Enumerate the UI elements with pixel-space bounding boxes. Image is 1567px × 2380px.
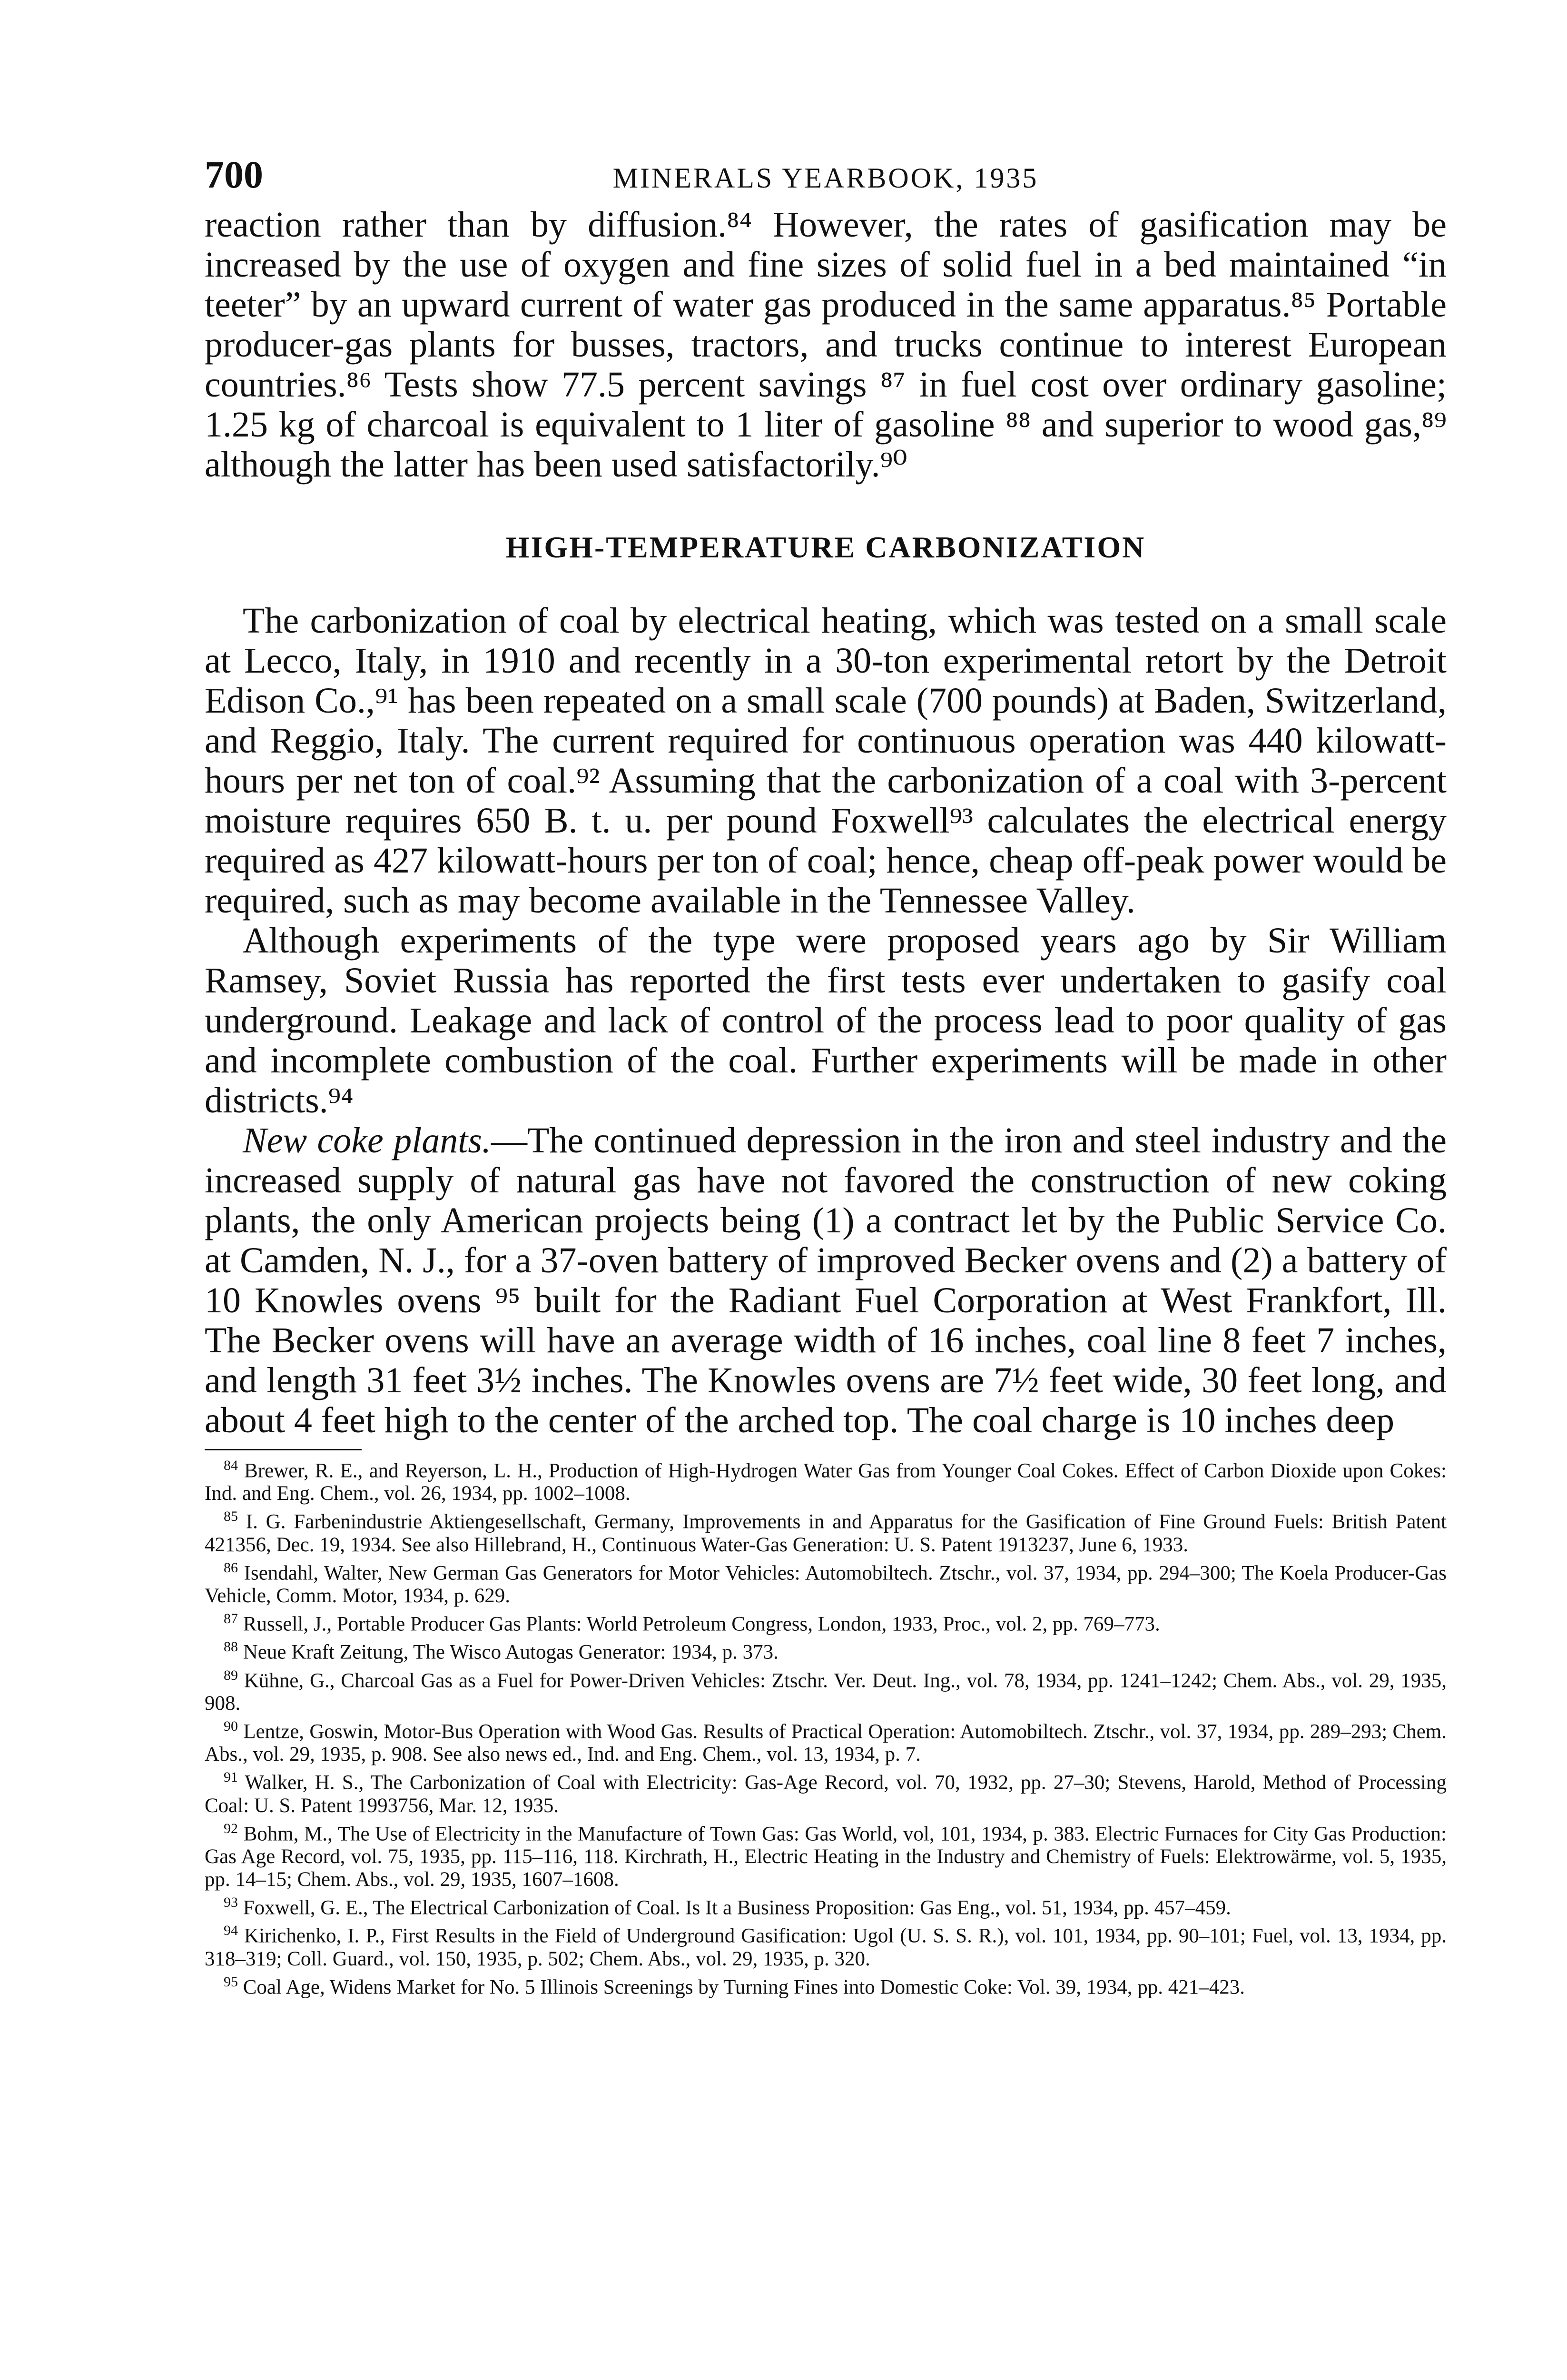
document-page [205,133,1447,1999]
footnote: $^{84}$ Brewer, R. E., and Reyerson, L. H., Production of High-Hydrogen Water Gas from Younger Coal Cokes. Effect of Carbon Dioxide upon Cokes: Ind. and Eng. Chem., vol. 26, 1934, pp. 1002–1008. [205,1458,1447,1505]
footnote: $^{93}$ Foxwell, G. E., The Electrical Carbonization of Coal. Is It a Business Proposition: Gas Eng., vol. 51, 1934, pp. 457–459. [224,1894,1231,1919]
footnote: $^{85}$ I. G. Farbenindustrie Aktiengesellschaft, Germany, Improvements in and Apparatus for the Gasification of Fine Ground Fuels: British Patent 421356, Dec. 19, 1934. See also Hillebrand, H., Continuous Water-Gas Generation: U. S. Patent 1913237, June 6, 1933. [205,1508,1447,1556]
section-heading: HIGH-TEMPERATURE CARBONIZATION [505,530,1146,564]
footnote: $^{94}$ Kirichenko, I. P., First Results in the Field of Underground Gasification: Ugol (U. S. S. R.), vol. 101, 1934, pp. 90–101; Fuel, vol. 13, 1934, pp. 318–319; Coll. Guard., vol. 150, 1935, p. 502; Chem. Abs., vol. 29, 1935, p. 320. [205,1923,1447,1970]
footnote: $^{90}$ Lentze, Goswin, Motor-Bus Operation with Wood Gas. Results of Practical Operation: Automobiltech. Ztschr., vol. 37, 1934, pp. 289–293; Chem. Abs., vol. 29, 1935, p. 908. See also news ed., Ind. and Eng. Chem., vol. 13, 1934, p. 7. [205,1718,1447,1766]
footnote: $^{89}$ Kühne, G., Charcoal Gas as a Fuel for Power-Driven Vehicles: Ztschr. Ver. Deut. Ing., vol. 78, 1934, pp. 1241–1242; Chem. Abs., vol. 29, 1935, 908. [205,1667,1447,1715]
paragraph-electrical-carbonization: The carbonization of coal by electrical heating, which was tested on a small scale at Lecco, Italy, in 1910 and recently in a 30-ton experimental retort by the Detroit Edison Co.,⁹¹ has been repeated on a small scale (700 pounds) at Baden, Switzerland, and Reggio, Italy. The current required for continuous operation was 440 kilowatt-hours per net ton of coal.⁹² Assuming that the carbonization of a coal with 3-percent moisture requires 650 B. t. u. per pound Foxwell⁹³ calculates the electrical energy required as 427 kilowatt-hours per ton of coal; hence, cheap off-peak power would be required, such as may become available in the Tennessee Valley. [205,601,1447,921]
footnote: $^{91}$ Walker, H. S., The Carbonization of Coal with Electricity: Gas-Age Record, vol. 70, 1932, pp. 27–30; Stevens, Harold, Method of Processing Coal: U. S. Patent 1993756, Mar. 12, 1935. [205,1769,1447,1817]
footnote: $^{87}$ Russell, J., Portable Producer Gas Plants: World Petroleum Congress, London, 1933, Proc., vol. 2, pp. 769–773. [224,1610,1160,1636]
paragraph-underground-gasification: Although experiments of the type were proposed years ago by Sir William Ramsey, Soviet Russia has reported the first tests ever undertaken to gasify coal underground. Leakage and lack of control of the process lead to poor quality of gas and incomplete combustion of the coal. Further experiments will be made in other districts.⁹⁴ [205,921,1447,1121]
footnote: $^{88}$ Neue Kraft Zeitung, The Wisco Autogas Generator: 1934, p. 373. [224,1639,779,1664]
footnote-rule [205,1449,362,1450]
paragraph-new-coke-plants-text: —The continued depression in the iron and steel industry and the increased supply of natural gas have not favored the construction of new coking plants, the only American projects being (1) a contract let by the Public Service Co. at Camden, N. J., for a 37-oven battery of improved Becker ovens and (2) a battery of 10 Knowles ovens ⁹⁵ built for the Radiant Fuel Corporation at West Frankfort, Ill. The Becker ovens will have an average width of 16 inches, coal line 8 feet 7 inches, and length 31 feet 3½ inches. The Knowles ovens are 7½ feet wide, 30 feet long, and about 4 feet high to the center of the arched top. The coal charge is 10 inches deep [205,1121,1447,1440]
page-header [205,133,1447,205]
running-title: MINERALS YEARBOOK, 1935 [612,162,1039,194]
paragraph-continuation: reaction rather than by diffusion.⁸⁴ However, the rates of gasification may be increased by the use of oxygen and fine sizes of solid fuel in a bed maintained “in teeter” by an upward current of water gas produced in the same apparatus.⁸⁵ Portable producer-gas plants for busses, tractors, and trucks continue to interest European countries.⁸⁶ Tests show 77.5 percent savings ⁸⁷ in fuel cost over ordinary gasoline; 1.25 kg of charcoal is equivalent to 1 liter of gasoline ⁸⁸ and superior to wood gas,⁸⁹ although the latter has been used satisfactorily.⁹⁰ [205,205,1447,485]
footnote: $^{86}$ Isendahl, Walter, New German Gas Generators for Motor Vehicles: Automobiltech. Ztschr., vol. 37, 1934, pp. 294–300; The Koela Producer-Gas Vehicle, Comm. Motor, 1934, p. 629. [205,1559,1447,1607]
paragraph-new-coke-plants [205,1121,1447,1440]
footnotes [205,1454,1447,1999]
run-in-heading: New coke plants. [243,1121,491,1160]
footnote: $^{95}$ Coal Age, Widens Market for No. 5 Illinois Screenings by Turning Fines into Domestic Coke: Vol. 39, 1934, pp. 421–423. [224,1973,1245,1998]
page-number: 700 [205,153,263,196]
body-text [205,205,1447,1440]
footnote: $^{92}$ Bohm, M., The Use of Electricity in the Manufacture of Town Gas: Gas World, vol, 101, 1934, p. 383. Electric Furnaces for City Gas Production: Gas Age Record, vol. 75, 1935, pp. 115–116, 118. Kirchrath, H., Electric Heating in the Industry and Chemistry of Fuels: Elektrowärme, vol. 5, 1935, pp. 14–15; Chem. Abs., vol. 29, 1935, 1607–1608. [205,1820,1447,1891]
